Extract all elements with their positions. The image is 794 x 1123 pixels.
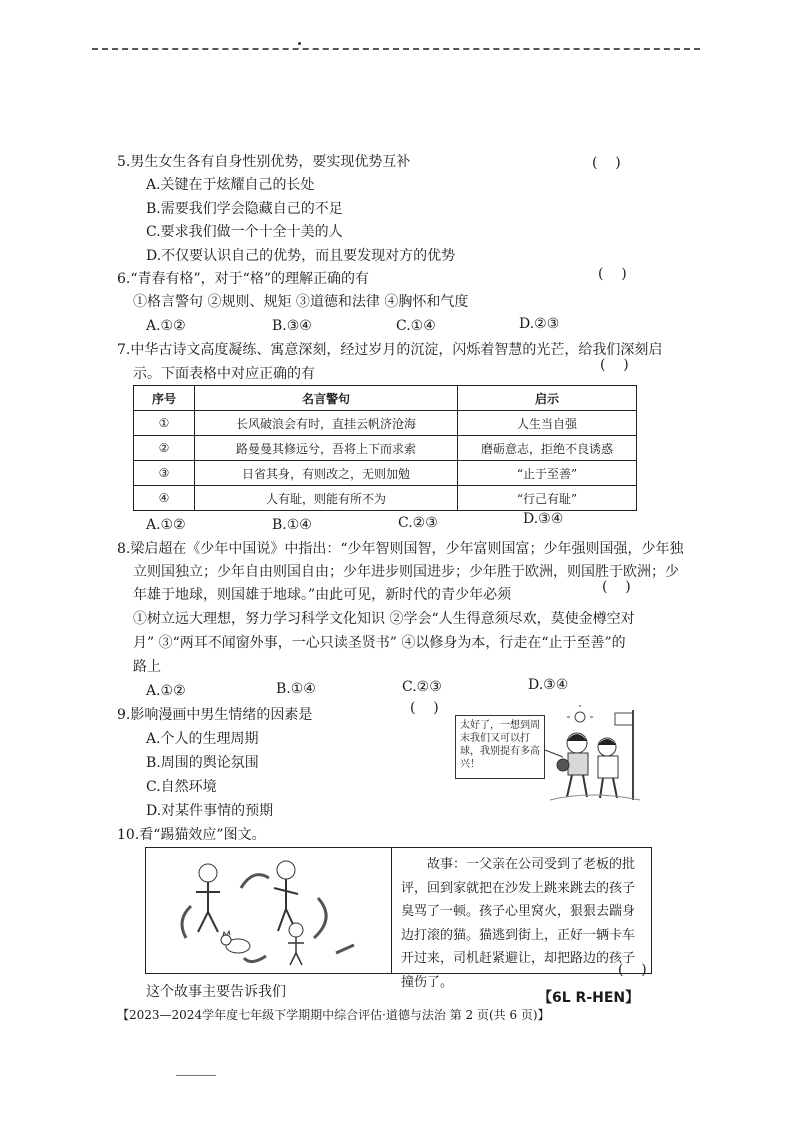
row-motto: 人有耻，则能有所不为 xyxy=(195,486,458,511)
q9-cartoon xyxy=(455,705,645,805)
q8-line4: ①树立远大理想，努力学习科学文化知识 ②学会“人生得意须尽欢，莫使金樽空对 xyxy=(133,611,635,627)
q9-option-b: B.周围的舆论氛围 xyxy=(146,755,259,771)
header-insight: 启示 xyxy=(458,386,637,411)
q6-answer-paren: ( ) xyxy=(598,266,627,282)
q8-option-d: D.③④ xyxy=(528,677,569,693)
q8-line6: 路上 xyxy=(133,659,161,675)
table-row xyxy=(134,436,637,461)
top-dot xyxy=(298,42,301,45)
q6-option-a: A.①② xyxy=(146,318,186,334)
row-insight: 人生当自强 xyxy=(458,411,637,436)
row-motto: 长风破浪会有时，直挂云帆济沧海 xyxy=(195,411,458,436)
row-insight: 磨砺意志，拒绝不良诱惑 xyxy=(458,436,637,461)
q7-answer-paren: ( ) xyxy=(600,357,629,373)
q6-items: ①格言警句 ②规则、规矩 ③道德和法律 ④胸怀和气度 xyxy=(133,294,469,310)
q8-option-c: C.②③ xyxy=(402,679,442,695)
q5-option-a: A.关键在于炫耀自己的长处 xyxy=(146,177,315,193)
top-dashed-line xyxy=(92,48,700,50)
q9-option-c: C.自然环境 xyxy=(146,779,217,795)
q10-answer-paren: ( ) xyxy=(618,962,647,978)
header-motto: 名言警句 xyxy=(195,386,458,411)
kick-cat-cartoon xyxy=(146,848,391,973)
bottom-mark xyxy=(176,1075,216,1076)
q9-stem: 9.影响漫画中男生情绪的因素是 xyxy=(117,707,313,723)
q7-stem-line1: 7.中华古诗文高度凝练、寓意深刻，经过岁月的沉淀，闪烁着智慧的光芒，给我们深刻启 xyxy=(117,342,663,358)
table-row xyxy=(134,486,637,511)
q7-option-c: C.②③ xyxy=(398,515,438,531)
row-index: ④ xyxy=(134,486,195,511)
q6-option-b: B.③④ xyxy=(272,318,312,334)
kick-cat-story-box xyxy=(145,847,652,990)
q9-answer-paren: ( ) xyxy=(410,700,439,716)
row-motto: 路曼曼其修远兮，吾将上下而求索 xyxy=(195,436,458,461)
q5-option-d: D.不仅要认识自己的优势，而且要发现对方的优势 xyxy=(146,248,456,264)
q9-option-a: A.个人的生理周期 xyxy=(146,731,259,747)
row-index: ② xyxy=(134,436,195,461)
q8-line2: 立则国独立；少年自由则国自由；少年进步则国进步；少年胜于欧洲，则国胜于欧洲；少 xyxy=(133,564,679,580)
boy-cartoon-illustration xyxy=(455,705,645,805)
header-index: 序号 xyxy=(134,386,195,411)
q5-answer-paren: ( ) xyxy=(592,155,621,171)
row-index: ③ xyxy=(134,461,195,486)
q7-option-a: A.①② xyxy=(146,517,186,533)
paper-code: 【6L R-HEN】 xyxy=(538,990,640,1006)
q8-line5: 月” ③“两耳不闻窗外事，一心只读圣贤书” ④以修身为本，行走在“止于至善”的 xyxy=(133,635,626,651)
q8-line1: 8.梁启超在《少年中国说》中指出：“少年智则国智，少年富则国富；少年强则国强，少年独 xyxy=(117,541,684,557)
speech-bubble: 太好了，一想到周末我们又可以打球，我别提有多高兴！ xyxy=(455,715,545,779)
q7-stem-line2: 示。下面表格中对应正确的有 xyxy=(133,366,315,382)
q5-option-c: C.要求我们做一个十全十美的人 xyxy=(146,224,343,240)
row-insight: “行己有耻” xyxy=(458,486,637,511)
q5-option-b: B.需要我们学会隐藏自己的不足 xyxy=(146,201,343,217)
q8-answer-paren: ( ) xyxy=(602,579,631,595)
row-index: ① xyxy=(134,411,195,436)
q6-option-c: C.①④ xyxy=(396,318,436,334)
row-insight: “止于至善” xyxy=(458,461,637,486)
q8-option-a: A.①② xyxy=(146,683,186,699)
table-row xyxy=(134,461,637,486)
q6-option-d: D.②③ xyxy=(519,316,560,332)
q10-question: 这个故事主要告诉我们 xyxy=(146,984,286,1000)
q6-stem: 6.“青春有格”，对于“格”的理解正确的有 xyxy=(117,271,369,287)
q5-stem: 5.男生女生各有自身性别优势，要实现优势互补 xyxy=(117,154,411,170)
q7-option-b: B.①④ xyxy=(272,517,312,533)
q8-option-b: B.①④ xyxy=(276,681,316,697)
kick-cat-illustration xyxy=(146,848,392,973)
q8-line3: 年雄于地球，则国雄于地球。”由此可见，新时代的青少年必须 xyxy=(133,587,512,603)
page-footer: 【2023—2024学年度七年级下学期期中综合评估·道德与法治 第 2 页(共 6 页)】 xyxy=(117,1008,550,1022)
row-motto: 日省其身，有则改之，无则加勉 xyxy=(195,461,458,486)
kick-cat-story-text: 故事：一父亲在公司受到了老板的批评，回到家就把在沙发上跳来跳去的孩子臭骂了一顿。孩子心里窝火，狠狠去踹身边打滚的猫。猫逃到街上，正好一辆卡车开过来，司机赶紧避让，却把路边的孩子撞伤了。 xyxy=(401,857,636,990)
q9-option-d: D.对某件事情的预期 xyxy=(146,803,274,819)
q10-stem: 10.看“踢猫效应”图文。 xyxy=(117,827,266,843)
motto-table xyxy=(133,385,637,511)
table-header-row xyxy=(134,386,637,411)
table-row xyxy=(134,411,637,436)
q7-option-d: D.③④ xyxy=(523,511,564,527)
